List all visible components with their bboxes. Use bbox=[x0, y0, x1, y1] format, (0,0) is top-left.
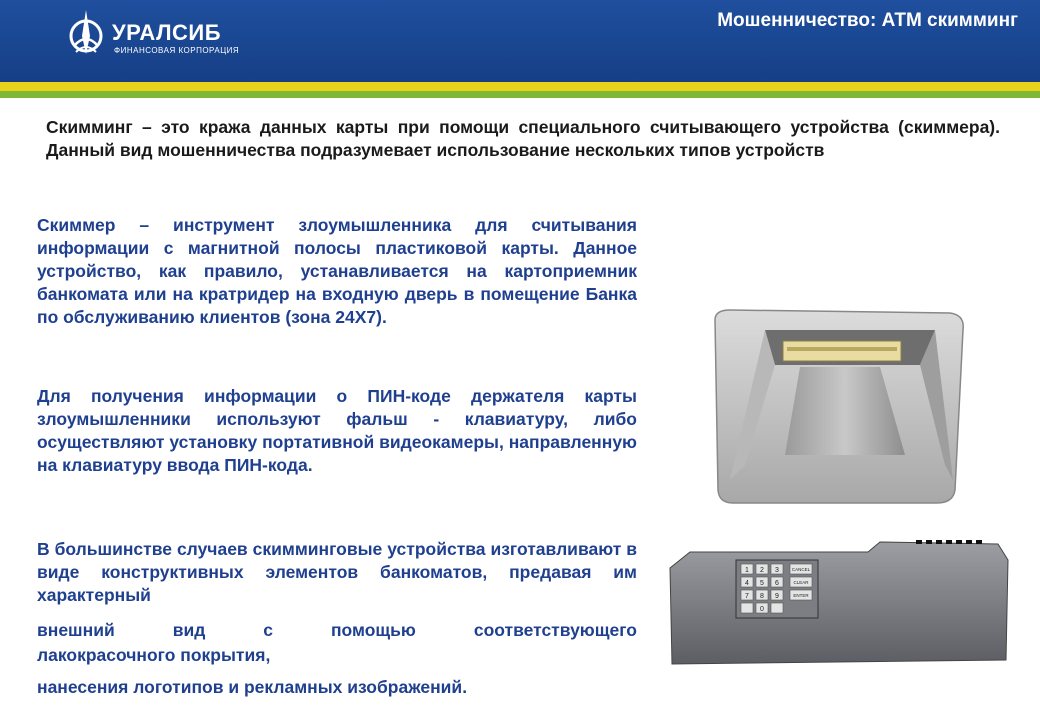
keypad-key bbox=[741, 603, 753, 613]
green-stripe bbox=[0, 91, 1040, 98]
slide-title: Мошенничество: АТМ скимминг bbox=[717, 10, 1018, 31]
pin-paragraph: Для получения информации о ПИН-коде держателя карты злоумышленники используют фальш - клавиатуру, либо осуществляют установку портативной видеокамеры, направленную на клавиатуру ввода ПИН-кода. bbox=[37, 386, 637, 475]
appearance-line-2: внешний вид с помощью соответствующего bbox=[37, 620, 637, 640]
keypad-key-label: 4 bbox=[745, 580, 749, 587]
yellow-stripe bbox=[0, 82, 1040, 91]
appearance-line-4: нанесения логотипов и рекламных изображений. bbox=[37, 677, 468, 697]
logo-name: УРАЛСИБ bbox=[112, 20, 222, 45]
keypad-key-label: 7 bbox=[745, 593, 749, 600]
keypad-side-key-label: ENTER bbox=[793, 593, 809, 598]
keypad-key-label: 8 bbox=[760, 593, 764, 600]
keypad-key-label: 0 bbox=[760, 606, 764, 613]
skimmer-paragraph: Скиммер – инструмент злоумышленника для считывания информации с магнитной полосы пластиковой карты. Данное устройство, как правило, устанавливается на картоприемник банкомата или на кратридер на входную дверь в помещение Банка по обслуживанию клиентов (зона 24Х7). bbox=[37, 215, 637, 327]
keypad-key bbox=[771, 603, 783, 613]
keypad-key-label: 9 bbox=[775, 593, 779, 600]
appearance-paragraph: В большинстве случаев скимминговые устройства изготавливают в виде конструктивных элементов банкоматов, предавая им характерный bbox=[37, 539, 637, 605]
keypad-side-key-label: CLEAR bbox=[793, 580, 809, 585]
keypad-key-label: 5 bbox=[760, 580, 764, 587]
uralsib-logo bbox=[66, 8, 256, 58]
keypad-key-label: 1 bbox=[745, 567, 749, 574]
appearance-line-3: лакокрасочного покрытия, bbox=[37, 645, 271, 665]
card-reader-skimmer-image bbox=[705, 305, 975, 510]
keypad-key-label: 6 bbox=[775, 580, 779, 587]
fake-keypad-image bbox=[668, 540, 1012, 670]
keypad-side-key-label: CANCEL bbox=[791, 567, 811, 572]
logo-subtitle: ФИНАНСОВАЯ КОРПОРАЦИЯ bbox=[114, 46, 240, 55]
logo-emblem-icon bbox=[66, 8, 108, 58]
intro-paragraph: Скимминг – это кража данных карты при помощи специального считывающего устройства (скиммера). Данный вид мошенничества подразумевает использование нескольких типов устройств bbox=[46, 117, 1000, 160]
keypad-key-label: 2 bbox=[760, 567, 764, 574]
keypad-key-label: 3 bbox=[775, 567, 779, 574]
